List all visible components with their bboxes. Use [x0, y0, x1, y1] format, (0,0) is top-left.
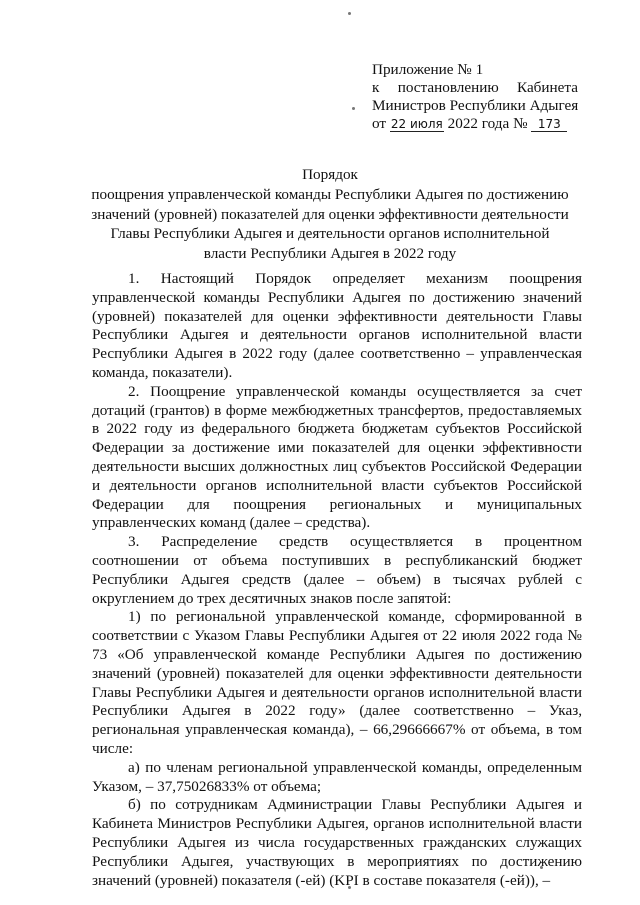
- appendix-issuer: Министров Республики Адыгея: [372, 97, 579, 114]
- handwritten-number: 173: [531, 117, 567, 132]
- handwritten-date: 22 июля: [390, 117, 443, 131]
- title-line: значений (уровней) показателей для оценки эффективности деятельности: [91, 205, 569, 223]
- title-line: поощрения управленческой команды Республики Адыгея по достижению: [91, 185, 569, 203]
- appendix-word: к: [372, 79, 380, 96]
- title-line: Главы Республики Адыгея и деятельности органов исполнительной: [110, 225, 550, 243]
- title-heading: Порядок: [302, 166, 358, 183]
- date-prefix: от: [372, 115, 387, 132]
- appendix-header: [372, 61, 578, 133]
- appendix-number: Приложение № 1: [372, 61, 484, 78]
- subparagraph-a: а) по членам региональной управленческой команды, определенным Указом, – 37,75026833% от объема;: [92, 758, 582, 795]
- appendix-word: постановлению: [397, 79, 499, 96]
- paragraph-3: 3. Распределение средств осуществляется в процентном соотношении от объема поступивших в республиканский бюджет Республики Адыгея средств (далее – объем) в тысячах рублей с округлением до трех десятичных знаков после запятой:: [92, 533, 582, 607]
- scan-speck: [348, 12, 351, 15]
- appendix-word: Кабинета: [517, 79, 578, 96]
- document-title: [80, 165, 580, 264]
- date-year: 2022 года №: [447, 115, 528, 132]
- document-body: [92, 270, 582, 890]
- paragraph-2: 2. Поощрение управленческой команды осуществляется за счет дотаций (грантов) в форме межбюджетных трансфертов, предоставляемых в 2022 году из федерального бюджета бюджетам субъектов Российской Федерации за достижение ими показателей для оценки эффективности деятельности высших должностных лиц субъектов Российской Федерации и деятельности органов исполнительной власти субъектов Российской Федерации для поощрения региональных и муниципальных управленческих команд (далее – средства).: [92, 382, 582, 532]
- paragraph-1: 1. Настоящий Порядок определяет механизм поощрения управленческой команды Республики Адыгея по достижению значений (уровней) показателей для оценки эффективности деятельности Главы Республики Адыгея и деятельности органов исполнительной власти Республики Адыгея в 2022 году (далее соответственно – управленческая команда, показатели).: [92, 270, 582, 381]
- subparagraph-b: б) по сотрудникам Администрации Главы Республики Адыгея и Кабинета Министров Республики Адыгея, органов исполнительной власти Республики Адыгея из числа государственных гражданских служащих Республики Адыгея, участвующих в мероприятиях по достижению значений (уровней) показателя (-ей) (KPI в составе показателя (-ей)), –: [92, 796, 582, 889]
- appendix-date-line: [372, 115, 578, 133]
- scan-speck: [352, 107, 355, 110]
- appendix-resolution-line: [372, 79, 578, 97]
- title-line: власти Республики Адыгея в 2022 году: [203, 245, 457, 263]
- subparagraph-1: 1) по региональной управленческой команде, сформированной в соответствии с Указом Главы Республики Адыгея от 22 июля 2022 года № 73 «Об управленческой команде Республики Адыгея по достижению значений (уровней) показателей для оценки эффективности деятельности Главы Республики Адыгея и деятельности органов исполнительной власти Республики Адыгея в 2022 году» (далее соответственно – Указ, региональная управленческая команда), – 66,29666667% от объема, в том числе:: [92, 608, 582, 757]
